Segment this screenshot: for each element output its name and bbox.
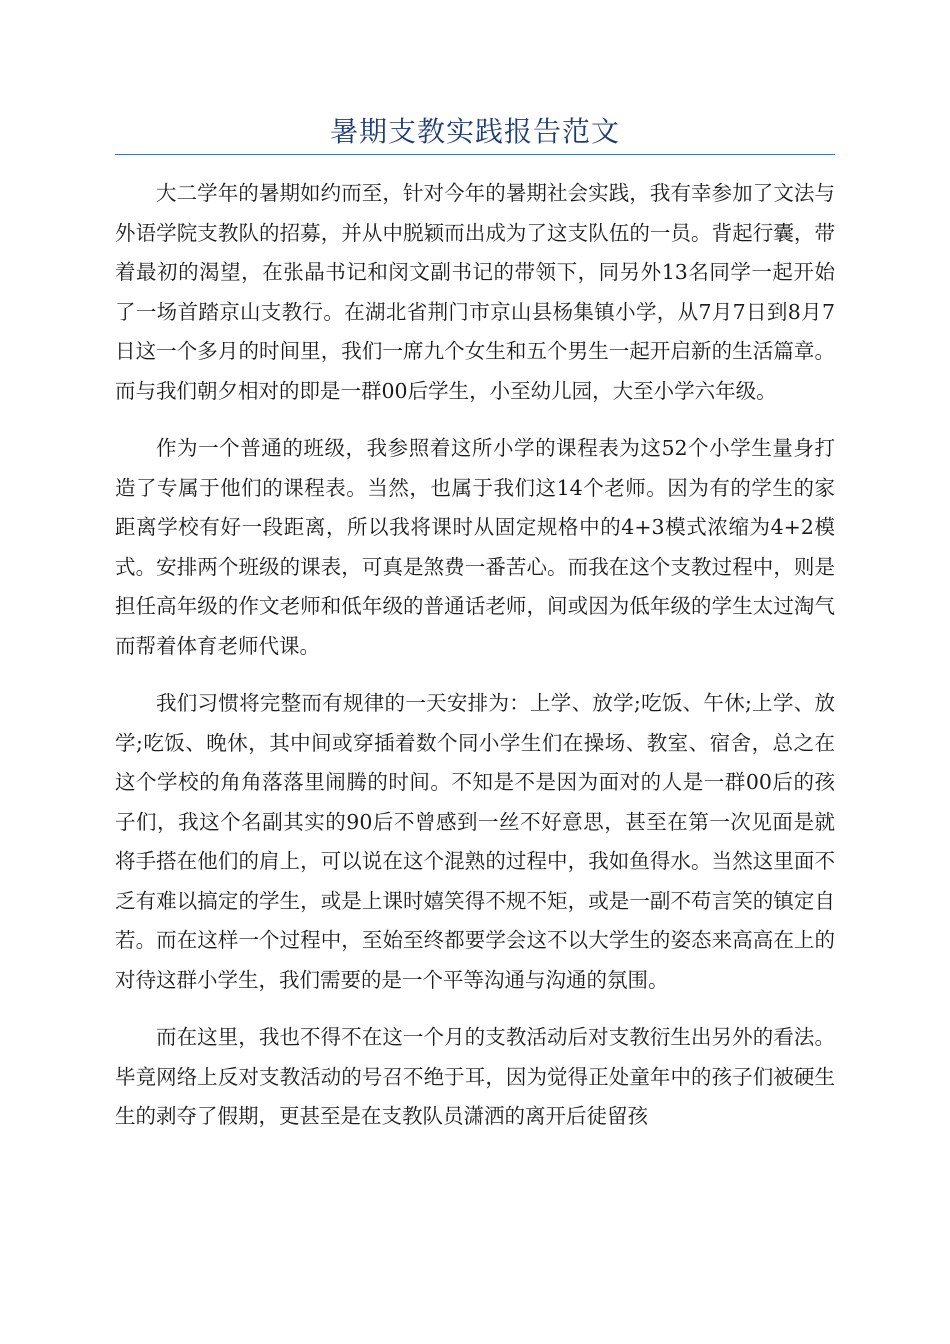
document-body (115, 174, 835, 1155)
document-title: 暑期支教实践报告范文 (329, 115, 620, 148)
title-underline (115, 154, 835, 155)
body-paragraph-2: 作为一个普通的班级，我参照着这所小学的课程表为这52个小学生量身打造了专属于他们的课程表。当然，也属于我们这14个老师。因为有的学生的家距离学校有好一段距离，所以我将课时从固定规格中的4+3模式浓缩为4+2模式。安排两个班级的课表，可真是煞费一番苦心。而我在这个支教过程中，则是担任高年级的作文老师和低年级的普通话老师，间或因为低年级的学生太过淘气而帮着体育老师代课。 (115, 436, 835, 658)
body-paragraph-1: 大二学年的暑期如约而至，针对今年的暑期社会实践，我有幸参加了文法与外语学院支教队的招募，并从中脱颖而出成为了这支队伍的一员。背起行囊，带着最初的渴望，在张晶书记和闵文副书记的带领下，同另外13名同学一起开始了一场首踏京山支教行。在湖北省荆门市京山县杨集镇小学，从7月7日到8月7日这一个多月的时间里，我们一席九个女生和五个男生一起开启新的生活篇章。而与我们朝夕相对的即是一群00后学生，小至幼儿园，大至小学六年级。 (115, 181, 835, 403)
body-paragraph-4: 而在这里，我也不得不在这一个月的支教活动后对支教衍生出另外的看法。毕竟网络上反对支教活动的号召不绝于耳，因为觉得正处童年中的孩子们被硬生生的剥夺了假期，更甚至是在支教队员潇洒的离开后徒留孩 (115, 1025, 835, 1128)
body-paragraph-3: 我们习惯将完整而有规律的一天安排为：上学、放学;吃饭、午休;上学、放学;吃饭、晚休，其中间或穿插着数个同小学生们在操场、教室、宿舍，总之在这个学校的角角落落里闹腾的时间。不知是不是因为面对的人是一群00后的孩子们，我这个名副其实的90后不曾感到一丝不好意思，甚至在第一次见面是就将手搭在他们的肩上，可以说在这个混熟的过程中，我如鱼得水。当然这里面不乏有难以搞定的学生，或是上课时嬉笑得不规不矩，或是一副不苟言笑的镇定自若。而在这样一个过程中，至始至终都要学会这不以大学生的姿态来高高在上的对待这群小学生，我们需要的是一个平等沟通与沟通的氛围。 (115, 691, 835, 992)
